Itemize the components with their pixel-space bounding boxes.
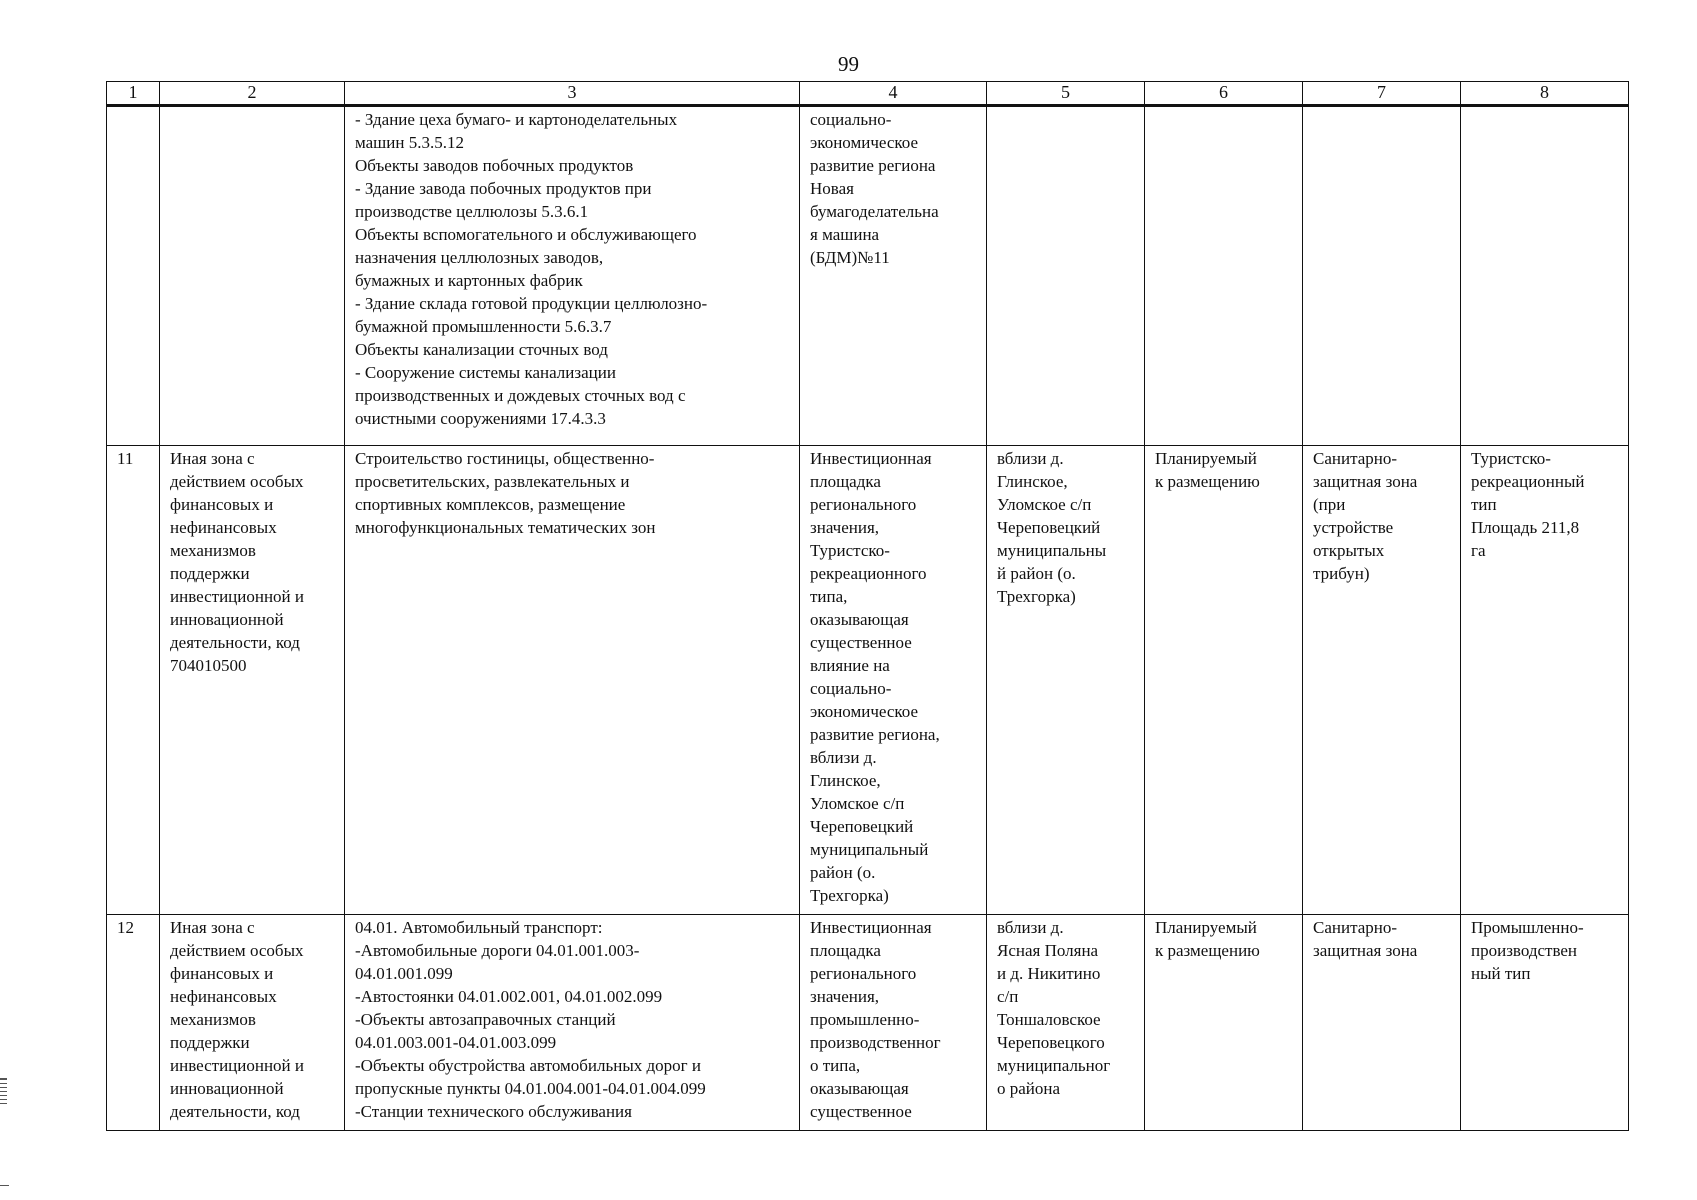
significance-cell: Инвестиционная площадка регионального значения, Туристско- рекреационного типа, оказывающая существенное влияние на социально- экономическое развитие региона, вблизи д. Глинское, Уломское с/п Череповецкий муниципальный район (о. Трехгорка) bbox=[800, 446, 987, 915]
status-cell bbox=[1145, 106, 1303, 446]
zone-name-cell: Иная зона с действием особых финансовых и нефинансовых механизмов поддержки инвестиционной и инновационной деятельности, код bbox=[160, 915, 345, 1131]
column-header-6: 6 bbox=[1145, 82, 1303, 106]
table-row bbox=[107, 915, 1629, 1131]
objects-cell: - Здание цеха бумаго- и картоноделательных машин 5.3.5.12 Объекты заводов побочных продуктов - Здание завода побочных продуктов при производстве целлюлозы 5.3.6.1 Объекты вспомогательного и обслуживающего назначения целлюлозных заводов, бумажных и картонных фабрик - Здание склада готовой продукции целлюлозно- бумажной промышленности 5.6.3.7 Объекты канализации сточных вод - Сооружение системы канализации производственных и дождевых сточных вод с очистными сооружениями 17.4.3.3 bbox=[345, 106, 800, 446]
significance-cell: Инвестиционная площадка регионального значения, промышленно- производственног о типа, оказывающая существенное bbox=[800, 915, 987, 1131]
restriction-zone-cell bbox=[1303, 106, 1461, 446]
objects-cell: 04.01. Автомобильный транспорт: -Автомобильные дороги 04.01.001.003- 04.01.001.099 -Автостоянки 04.01.002.001, 04.01.002.099 -Объекты автозаправочных станций 04.01.003.001-04.01.003.099 -Объекты обустройства автомобильных дорог и пропускные пункты 04.01.004.001-04.01.004.099 -Станции технического обслуживания bbox=[345, 915, 800, 1131]
scan-margin-mark bbox=[0, 1078, 7, 1104]
characteristics-cell: Промышленно- производствен ный тип bbox=[1461, 915, 1629, 1131]
page-number: 99 bbox=[838, 52, 859, 76]
status-cell: Планируемый к размещению bbox=[1145, 915, 1303, 1131]
characteristics-cell bbox=[1461, 106, 1629, 446]
row-number-cell bbox=[107, 106, 160, 446]
column-number-row bbox=[107, 82, 1629, 106]
column-header-1: 1 bbox=[107, 82, 160, 106]
document-table bbox=[106, 81, 1629, 1131]
column-header-3: 3 bbox=[345, 82, 800, 106]
status-cell: Планируемый к размещению bbox=[1145, 446, 1303, 915]
scan-margin-dash bbox=[0, 1185, 9, 1186]
zone-name-cell bbox=[160, 106, 345, 446]
column-header-2: 2 bbox=[160, 82, 345, 106]
column-header-4: 4 bbox=[800, 82, 987, 106]
column-header-8: 8 bbox=[1461, 82, 1629, 106]
restriction-zone-cell: Санитарно- защитная зона bbox=[1303, 915, 1461, 1131]
significance-cell: социально- экономическое развитие региона Новая бумагоделательна я машина (БДМ)№11 bbox=[800, 106, 987, 446]
location-cell: вблизи д. Ясная Поляна и д. Никитино с/п Тоншаловское Череповецкого муниципальног о района bbox=[987, 915, 1145, 1131]
restriction-zone-cell: Санитарно- защитная зона (при устройстве открытых трибун) bbox=[1303, 446, 1461, 915]
location-cell: вблизи д. Глинское, Уломское с/п Череповецкий муниципальны й район (о. Трехгорка) bbox=[987, 446, 1145, 915]
characteristics-cell: Туристско- рекреационный тип Площадь 211,8 га bbox=[1461, 446, 1629, 915]
column-header-7: 7 bbox=[1303, 82, 1461, 106]
table-row bbox=[107, 106, 1629, 446]
table-row bbox=[107, 446, 1629, 915]
location-cell bbox=[987, 106, 1145, 446]
row-number-cell: 12 bbox=[107, 915, 160, 1131]
column-header-5: 5 bbox=[987, 82, 1145, 106]
zone-name-cell: Иная зона с действием особых финансовых и нефинансовых механизмов поддержки инвестиционной и инновационной деятельности, код 704010500 bbox=[160, 446, 345, 915]
objects-cell: Строительство гостиницы, общественно- просветительских, развлекательных и спортивных комплексов, размещение многофункциональных тематических зон bbox=[345, 446, 800, 915]
row-number-cell: 11 bbox=[107, 446, 160, 915]
